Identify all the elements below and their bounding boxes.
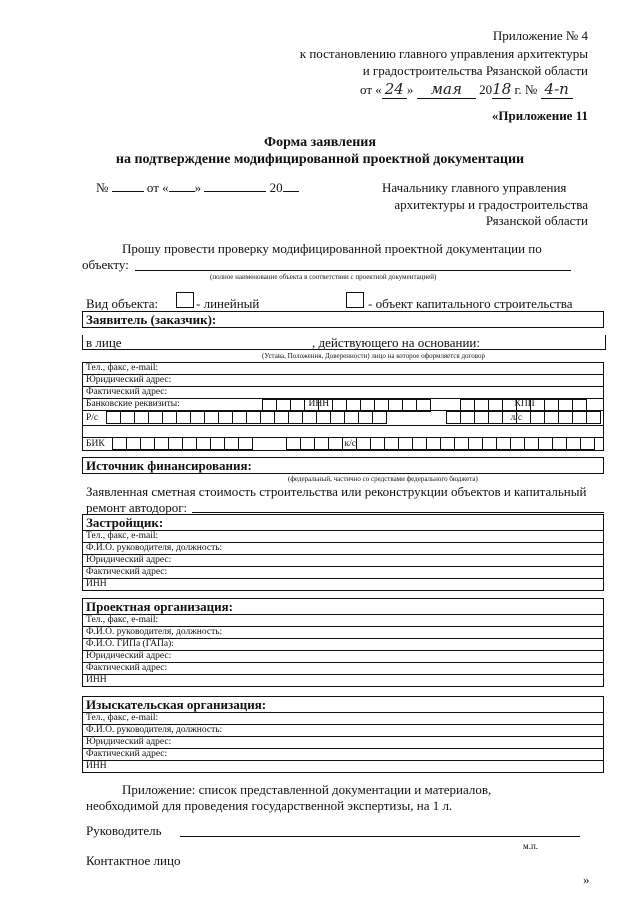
design-org-row[interactable]: Ф.И.О. руководителя, должность: [83, 627, 604, 639]
applicant-actual-row[interactable]: Фактический адрес: [83, 387, 604, 399]
design-org-row[interactable]: Тел., факс, e-mail: [83, 615, 604, 627]
design-org-table [82, 598, 604, 687]
developer-title: Застройщик: [83, 515, 604, 531]
stamp-place-label: м.п. [523, 841, 539, 851]
form-subtitle: на подтверждение модифицированной проектной документации [115, 152, 525, 167]
object-type-label: Вид объекта: [86, 296, 159, 311]
contact-person-label: Контактное лицо [86, 853, 181, 868]
applicant-rs-row[interactable]: Р/с л/с [83, 411, 604, 426]
head-label: Руководитель [86, 823, 162, 838]
handwritten-number: 4-п [541, 80, 573, 99]
reg-month-field[interactable] [204, 191, 266, 192]
survey-org-row[interactable]: Фактический адрес: [83, 749, 604, 761]
design-org-row[interactable]: ИНН [83, 675, 604, 687]
estimated-cost-text: Заявленная сметная стоимость строительства или реконструкции объектов и капитальный [86, 484, 587, 499]
finance-note: (федеральный, частично со средствами федерального бюджета) [288, 475, 478, 483]
rs-digit-grid[interactable] [106, 411, 387, 424]
developer-row[interactable]: Юридический адрес: [83, 555, 604, 567]
handwritten-day: 24 [382, 80, 407, 99]
applicant-title: Заявитель (заказчик): [83, 312, 604, 328]
attachment-text: Приложение: список представленной документации и материалов, [122, 782, 492, 797]
decree-line-1: к постановлению главного управления архитектуры [299, 46, 588, 61]
linear-checkbox[interactable] [176, 292, 194, 308]
request-text: Прошу провести проверку модифицированной проектной документации по [122, 241, 542, 256]
acting-basis-label: , действующего на основании: [312, 335, 480, 350]
survey-org-row[interactable]: ИНН [83, 761, 604, 773]
decree-date-line: от « 24 » мая 2018 г. № 4-п [360, 80, 573, 98]
capital-label: - объект капитального строительства [368, 296, 573, 311]
form-title: Форма заявления [264, 135, 376, 150]
applicant-bank-row[interactable]: Банковские реквизиты: ИНН КПП [83, 399, 604, 411]
estimated-cost-label: ремонт автодорог: [86, 500, 188, 515]
survey-org-row[interactable]: Ф.И.О. руководителя, должность: [83, 725, 604, 737]
capital-checkbox[interactable] [346, 292, 364, 308]
bik-digit-grid[interactable] [112, 437, 253, 450]
developer-row[interactable]: Ф.И.О. руководителя, должность: [83, 543, 604, 555]
survey-org-table [82, 696, 604, 773]
handwritten-year: 18 [492, 80, 512, 98]
appendix-number: Приложение № 4 [492, 28, 588, 43]
applicant-header [82, 311, 604, 328]
object-name-note: (полное наименование объекта в соответствии с проектной документацией) [210, 273, 437, 281]
design-org-row[interactable]: Ф.И.О. ГИПа (ГАПа): [83, 639, 604, 651]
applicant-bik-row[interactable]: БИК к/с [83, 438, 604, 451]
linear-label: - линейный [196, 296, 260, 311]
survey-org-row[interactable]: Юридический адрес: [83, 737, 604, 749]
reg-day-field[interactable] [169, 191, 195, 192]
appendix-11: «Приложение 11 [491, 108, 588, 123]
developer-row[interactable]: ИНН [83, 579, 604, 591]
reg-year-field[interactable] [283, 191, 299, 192]
design-org-row[interactable]: Фактический адрес: [83, 663, 604, 675]
developer-row[interactable]: Тел., факс, e-mail: [83, 531, 604, 543]
attachment-text-2: необходимой для проведения государственной экспертизы, на 1 л. [86, 798, 453, 813]
addressee-line-1: Начальнику главного управления [382, 180, 567, 195]
design-org-row[interactable]: Юридический адрес: [83, 651, 604, 663]
survey-org-title: Изыскательская организация: [83, 697, 604, 713]
addressee-line-2: архитектуры и градостроительства [394, 197, 588, 212]
applicant-phone-row[interactable]: Тел., факс, e-mail: [83, 363, 604, 375]
ls-digit-grid[interactable] [446, 411, 601, 424]
reg-number-field[interactable] [112, 191, 144, 192]
applicant-legal-row[interactable]: Юридический адрес: [83, 375, 604, 387]
estimated-cost-field[interactable] [192, 512, 604, 513]
ks-digit-grid[interactable] [286, 437, 595, 450]
design-org-title: Проектная организация: [83, 599, 604, 615]
addressee-line-3: Рязанской области [485, 213, 588, 228]
object-label: объекту: [82, 257, 129, 272]
closing-quote: » [583, 872, 590, 887]
acting-basis-note: (Устава, Положения, Доверенности) лицо на которое оформляется договор [262, 352, 485, 360]
object-name-field[interactable] [135, 270, 571, 271]
finance-title: Источник финансирования: [83, 458, 604, 474]
finance-header[interactable] [82, 457, 604, 474]
head-signature-field[interactable] [180, 836, 580, 837]
applicant-spacer-row [83, 426, 604, 438]
registration-line: № от « » 20 [96, 180, 299, 196]
decree-line-2: и градостроительства Рязанской области [362, 63, 588, 78]
in-person-label: в лице [86, 335, 122, 350]
handwritten-month: мая [417, 80, 476, 99]
developer-row[interactable]: Фактический адрес: [83, 567, 604, 579]
survey-org-row[interactable]: Тел., факс, e-mail: [83, 713, 604, 725]
developer-table [82, 514, 604, 591]
